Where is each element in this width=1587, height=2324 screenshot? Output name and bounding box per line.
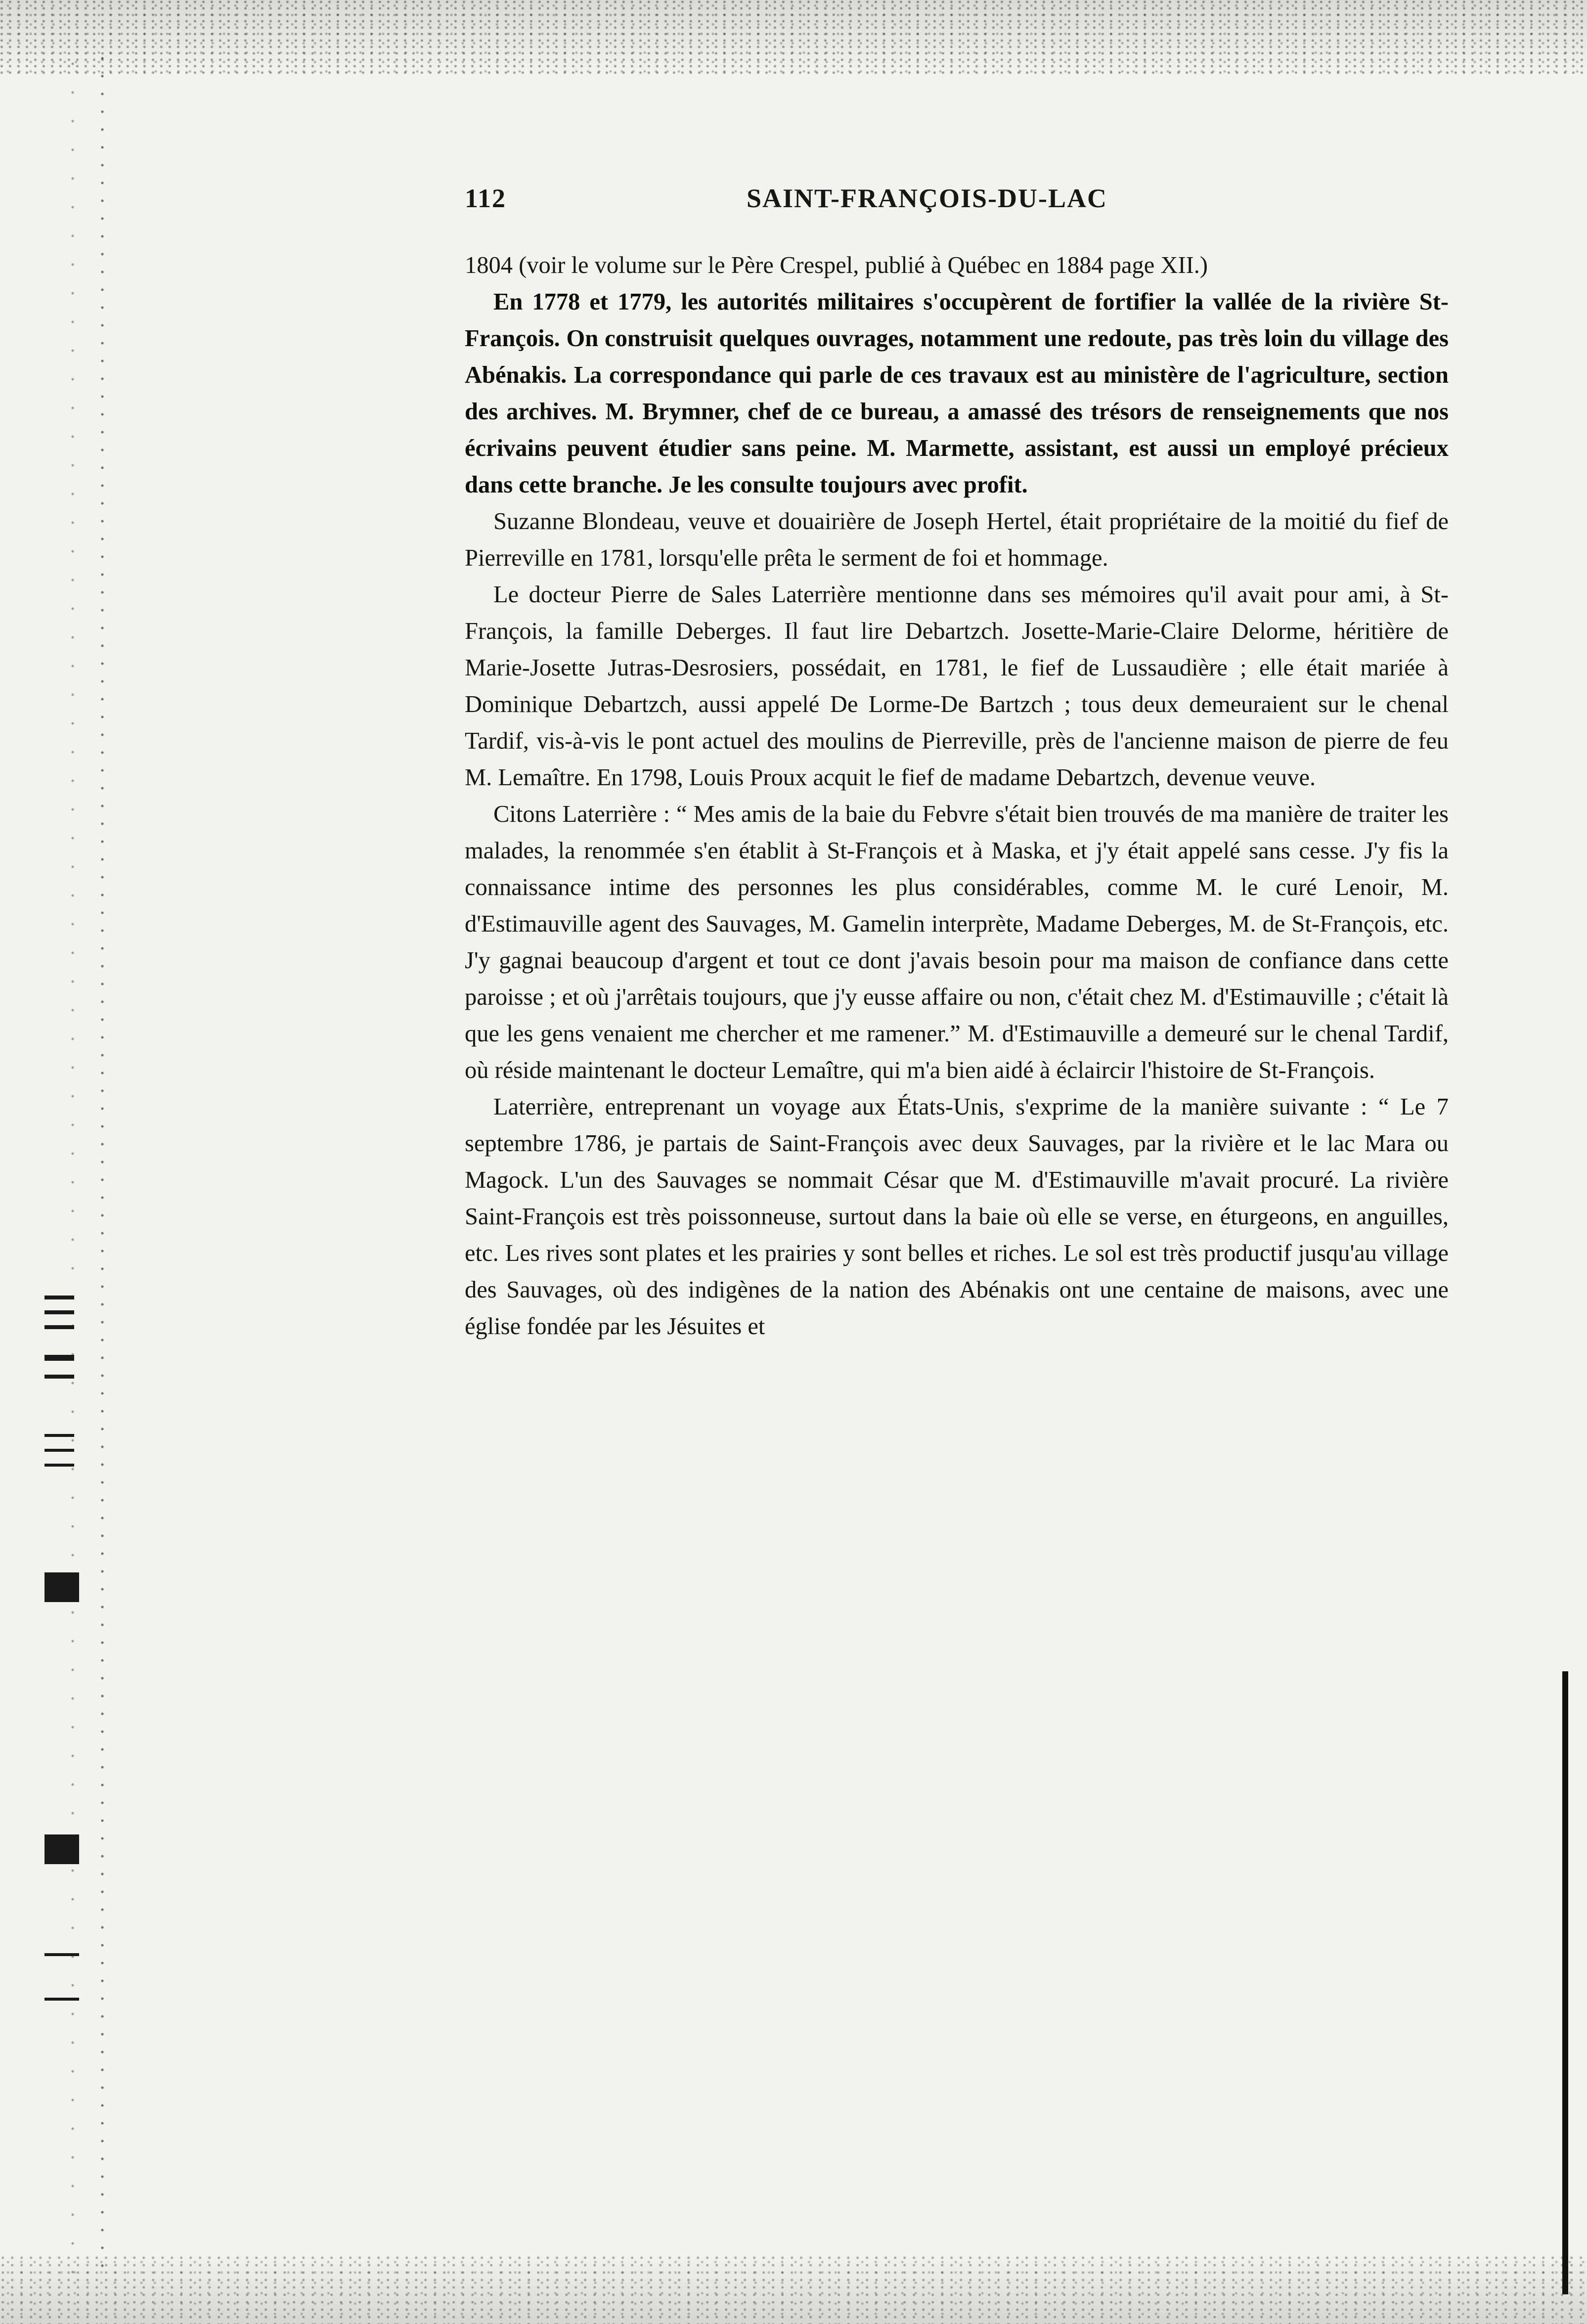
paragraph: Suzanne Blondeau, veuve et douairière de Joseph Hertel, était propriétaire de la moitié du fief de Pierreville en 1781, lorsqu'elle prêta le serment de foi et hommage. <box>465 508 1449 571</box>
scan-edge-bar <box>1562 1671 1568 2294</box>
running-head <box>465 183 1449 227</box>
margin-rule-mark <box>44 1464 74 1467</box>
margin-rule-mark <box>44 1310 74 1314</box>
margin-rule-mark <box>44 1375 74 1379</box>
paragraph: 1804 (voir le volume sur le Père Crespel, publié à Québec en 1884 page XII.) <box>465 252 1208 278</box>
margin-rule-mark <box>44 1834 79 1864</box>
book-page <box>465 183 1449 1345</box>
margin-rule-mark <box>44 1325 74 1329</box>
paragraph: Le docteur Pierre de Sales Laterrière mentionne dans ses mémoires qu'il avait pour ami, à St-François, la famille Deberges. Il faut lire Debartzch. Josette-Marie-Claire Delorme, héritière de Marie-Josette Jutras-Desrosiers, possédait, en 1781, le fief de Lussaudière ; elle était mariée à Dominique Debartzch, aussi appelé De Lorme-De Bartzch ; tous deux demeuraient sur le chenal Tardif, vis-à-vis le pont actuel des moulins de Pierreville, près de l'ancienne maison de pierre de feu M. Lemaître. En 1798, Louis Proux acquit le fief de madame Debartzch, devenue veuve. <box>465 581 1449 791</box>
margin-rule-mark <box>44 1572 79 1602</box>
margin-rule-mark <box>44 1998 79 2001</box>
paragraph: Citons Laterrière : “ Mes amis de la baie du Febvre s'était bien trouvés de ma manière de traiter les malades, la renommée s'en établit à St-François et à Maska, et j'y était appelé sans cesse. J'y fis la connaissance intime des personnes les plus considérables, comme M. le curé Lenoir, M. d'Estimauville agent des Sauvages, M. Gamelin interprète, Madame Deberges, M. de St-François, etc. J'y gagnai beaucoup d'argent et tout ce dont j'avais besoin pour ma maison de confiance dans cette paroisse ; et où j'arrêtais toujours, que j'y eusse affaire ou non, c'était chez M. d'Estimauville ; c'était là que les gens venaient me chercher et me ramener.” M. d'Estimauville a demeuré sur le chenal Tardif, où réside maintenant le docteur Lemaître, qui m'a bien aidé à éclaircir l'histoire de St-François. <box>465 801 1449 1083</box>
margin-rule-mark <box>44 1953 79 1956</box>
running-title: SAINT-FRANÇOIS-DU-LAC <box>746 183 1108 213</box>
margin-specks <box>99 49 106 2275</box>
paragraph: En 1778 et 1779, les autorités militaires s'occupèrent de fortifier la vallée de la rivière St-François. On construisit quelques ouvrages, notamment une redoute, pas très loin du village des Abénakis. La correspondance qui parle de ces travaux est au ministère de l'agriculture, section des archives. M. Brymner, chef de ce bureau, a amassé des trésors de renseignements que nos écrivains peuvent étudier sans peine. M. Marmette, assistant, est aussi un employé précieux dans cette branche. Je les consulte toujours avec profit. <box>465 289 1449 498</box>
margin-rule-mark <box>44 1355 74 1361</box>
scan-noise-bottom <box>0 2255 1587 2324</box>
page-number: 112 <box>465 183 507 213</box>
margin-rule-mark <box>44 1449 74 1452</box>
scan-left-margin <box>0 0 133 2324</box>
margin-specks <box>69 49 76 2275</box>
margin-rule-mark <box>44 1434 74 1437</box>
text-body <box>465 247 1449 1345</box>
margin-rule-mark <box>44 1296 74 1299</box>
scan-noise-top <box>0 0 1587 74</box>
paragraph: Laterrière, entreprenant un voyage aux États-Unis, s'exprime de la manière suivante : “ Le 7 septembre 1786, je partais de Saint-François avec deux Sauvages, par la rivière et le lac Mara ou Magock. L'un des Sauvages se nommait César que M. d'Estimauville m'avait procuré. La rivière Saint-François est très poissonneuse, surtout dans la baie où elle se verse, en éturgeons, en anguilles, etc. Les rives sont plates et les prairies y sont belles et riches. Le sol est très productif jusqu'au village des Sauvages, où des indigènes de la nation des Abénakis ont une centaine de maisons, avec une église fondée par les Jésuites et <box>465 1094 1449 1340</box>
